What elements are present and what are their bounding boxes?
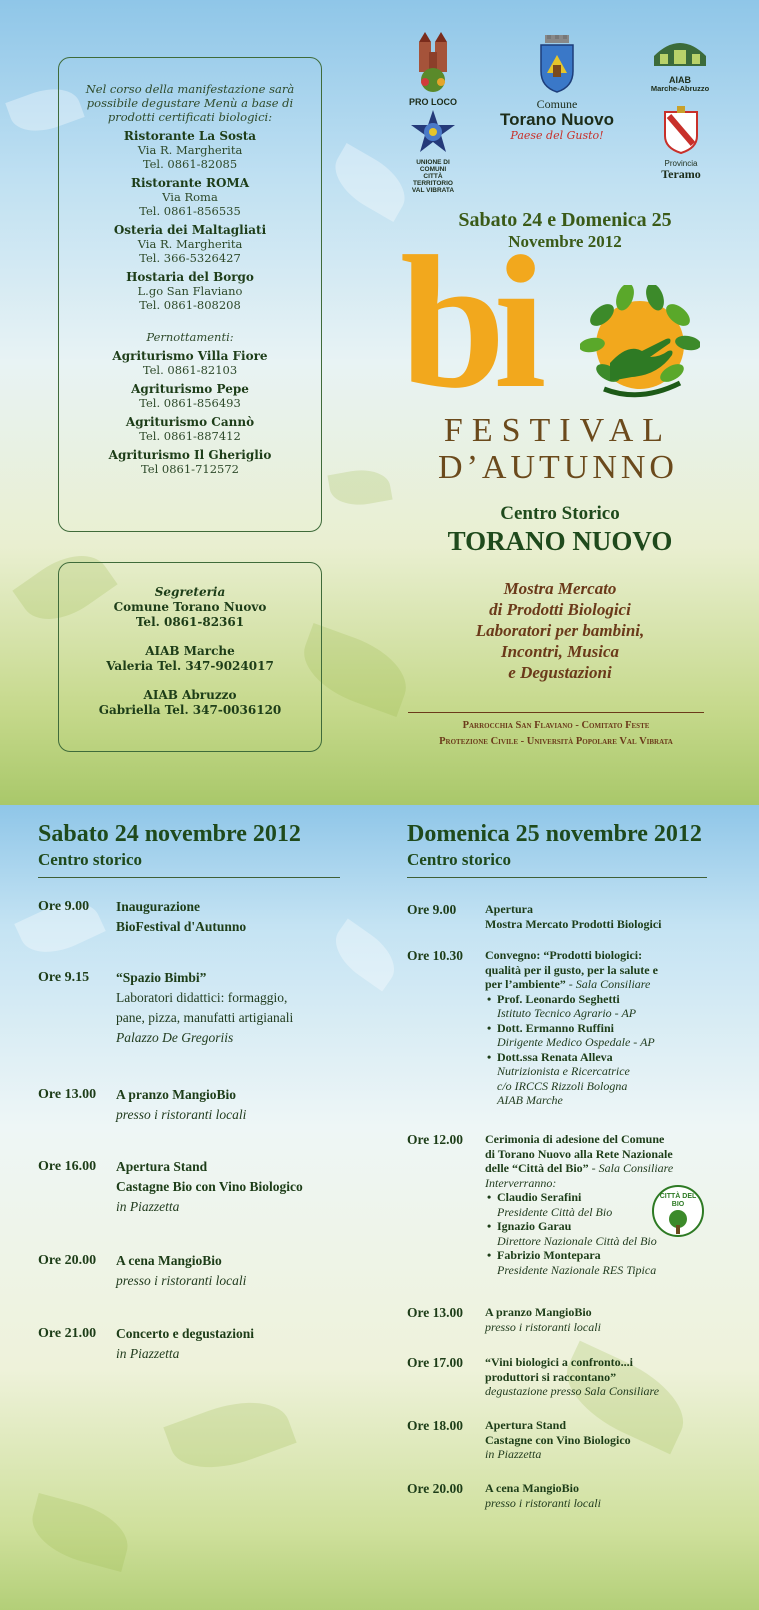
contact-segreteria: Segreteria Comune Torano Nuovo Tel. 0861-82361	[113, 585, 267, 629]
partners-list: Parrocchia San Flaviano - Comitato Feste Protezione Civile - Università Popolare Val Vibrata	[408, 712, 704, 750]
speaker-item: • Claudio Serafini	[485, 1190, 710, 1205]
saturday-title: Sabato 24 novembre 2012	[38, 821, 301, 847]
provincia-teramo-logo: Provincia Teramo	[652, 106, 710, 181]
leaf-decoration	[25, 1493, 136, 1572]
program-panel: Sabato 24 novembre 2012 Centro storico Ore 9.00 Inaugurazione BioFestival d'Autunno Ore 9.15 “Spazio Bimbi” Laboratori didattici: formaggio, pane, pizza, manufatti artigianali Palazzo De Gregoriis Ore 13.00 A pranzo MangioBio presso i ristoranti locali Ore 16.00 Apertura Stand Castagne Bio con Vino Biologico in Piazzetta Ore 20.00 A cena MangioBio presso i ristoranti locali Ore 21.00 Concerto e degustazioni in Piazzetta Domenica 25 novembre 2012 Centro storico Ore 9.00 Apertura Mostra Mercato Prodotti Biologici Ore 10.30 Convegno: “Prodotti biologici: qualità per il gusto, per la salute e per l’ambiente” - Sala Consiliare • Prof. Leonardo Seghetti Istituto Tecnico Agrario - AP • Dott. Ermanno Ruffini Dirigente Medico Ospedale - AP • Dott.ssa Renata Alleva Nutrizionista e Ricercatrice c/o IRCCS Rizzoli Bologna AIAB Marche Ore 12.00 Cerimonia di adesione del Comune di Torano Nuovo alla Rete Nazionale delle “Città del Bio” - Sala Consiliare Interverranno: • Claudio Serafini Presidente Città del Bio • Ignazio Garau Direttore Nazionale Città del Bio • Fabrizio Montepara Presidente Nazionale RES Tipica CITTÀ DEL BIO Ore 13.00 A pranzo MangioBio presso i ristoranti locali Ore 17.00 “Vini biologici a confronto...i produttori si raccontano” degustazione presso Sala Consiliare Ore 18.00 Apertura Stand Castagne con Vino Biologico in Piazzetta Ore 20.00 A cena MangioBio presso i ristoranti locali	[0, 805, 759, 1610]
contacts-box	[58, 562, 322, 752]
leaf-decoration	[163, 1386, 296, 1483]
sunday-subtitle: Centro storico	[407, 850, 512, 869]
leaf-decoration	[324, 143, 416, 222]
lodging-heading: Pernottamenti:	[146, 330, 234, 344]
leaf-decoration	[327, 465, 392, 510]
contact-aiab-marche: AIAB Marche Valeria Tel. 347-9024017	[106, 644, 274, 673]
coat-of-arms-icon	[537, 35, 577, 93]
speaker-item: • Dott.ssa Renata Alleva	[485, 1050, 710, 1065]
leaf-decoration	[325, 919, 405, 992]
leaf-hand-icon	[580, 285, 700, 410]
lodging-item: Agriturismo Cannò Tel. 0861-887412	[125, 415, 255, 443]
tree-icon	[665, 1209, 691, 1235]
aiab-logo: AIAB Marche-Abruzzo	[644, 36, 716, 92]
church-icon	[411, 32, 455, 92]
restaurants-box	[58, 57, 322, 532]
speaker-item: • Dott. Ermanno Ruffini	[485, 1021, 710, 1036]
lodging-item: Agriturismo Pepe Tel. 0861-856493	[131, 382, 249, 410]
lodging-item: Agriturismo Il Gheriglio Tel 0861-712572	[108, 448, 272, 476]
restaurant-item: Osteria dei Maltagliati Via R. Margherita Tel. 366-5326427	[113, 223, 267, 265]
speaker-item: • Fabrizio Montepara	[485, 1248, 710, 1263]
proloco-logo: PRO LOCO	[408, 32, 458, 107]
restaurant-item: Hostaria del Borgo L.go San Flaviano Tel. 0861-808208	[126, 270, 254, 312]
restaurants-intro: Nel corso della manifestazione sarà possibile degustare Menù a base di prodotti certificati biologici:	[85, 82, 295, 124]
events-summary: Mostra Mercato di Prodotti Biologici Laboratori per bambini, Incontri, Musica e Degustazioni	[475, 579, 645, 682]
sunday-divider	[407, 877, 707, 878]
saturday-divider	[38, 877, 340, 878]
speaker-item: • Ignazio Garau	[485, 1219, 710, 1234]
comune-torano-logo: Comune Torano Nuovo Paese del Gusto!	[482, 35, 632, 142]
provincia-shield-icon	[663, 106, 699, 154]
speaker-item: • Prof. Leonardo Seghetti	[485, 992, 710, 1007]
contact-aiab-abruzzo: AIAB Abruzzo Gabriella Tel. 347-0036120	[98, 688, 282, 717]
unione-comuni-logo: UNIONE DI COMUNI CITTÀ TERRITORIO VAL VIBRATA	[404, 110, 462, 194]
bio-wordmark: bi	[400, 218, 535, 428]
star-emblem-icon	[411, 110, 455, 154]
restaurant-item: Ristorante ROMA Via Roma Tel. 0861-856535	[130, 176, 250, 218]
festival-dates: Sabato 24 e Domenica 25 Novembre 2012	[458, 209, 672, 251]
location-title: Centro Storico TORANO NUOVO	[447, 503, 673, 556]
autunno-word: D’AUTUNNO	[438, 449, 678, 486]
sunday-title: Domenica 25 novembre 2012	[407, 821, 702, 847]
saturday-subtitle: Centro storico	[38, 850, 143, 869]
lodging-item: Agriturismo Villa Fiore Tel. 0861-82103	[112, 349, 268, 377]
citta-del-bio-logo: CITTÀ DEL BIO	[652, 1185, 704, 1237]
restaurant-item: Ristorante La Sosta Via R. Margherita Tel. 0861-82085	[123, 129, 257, 171]
aiab-emblem-icon	[652, 36, 708, 70]
festival-word: FESTIVAL	[443, 412, 673, 449]
